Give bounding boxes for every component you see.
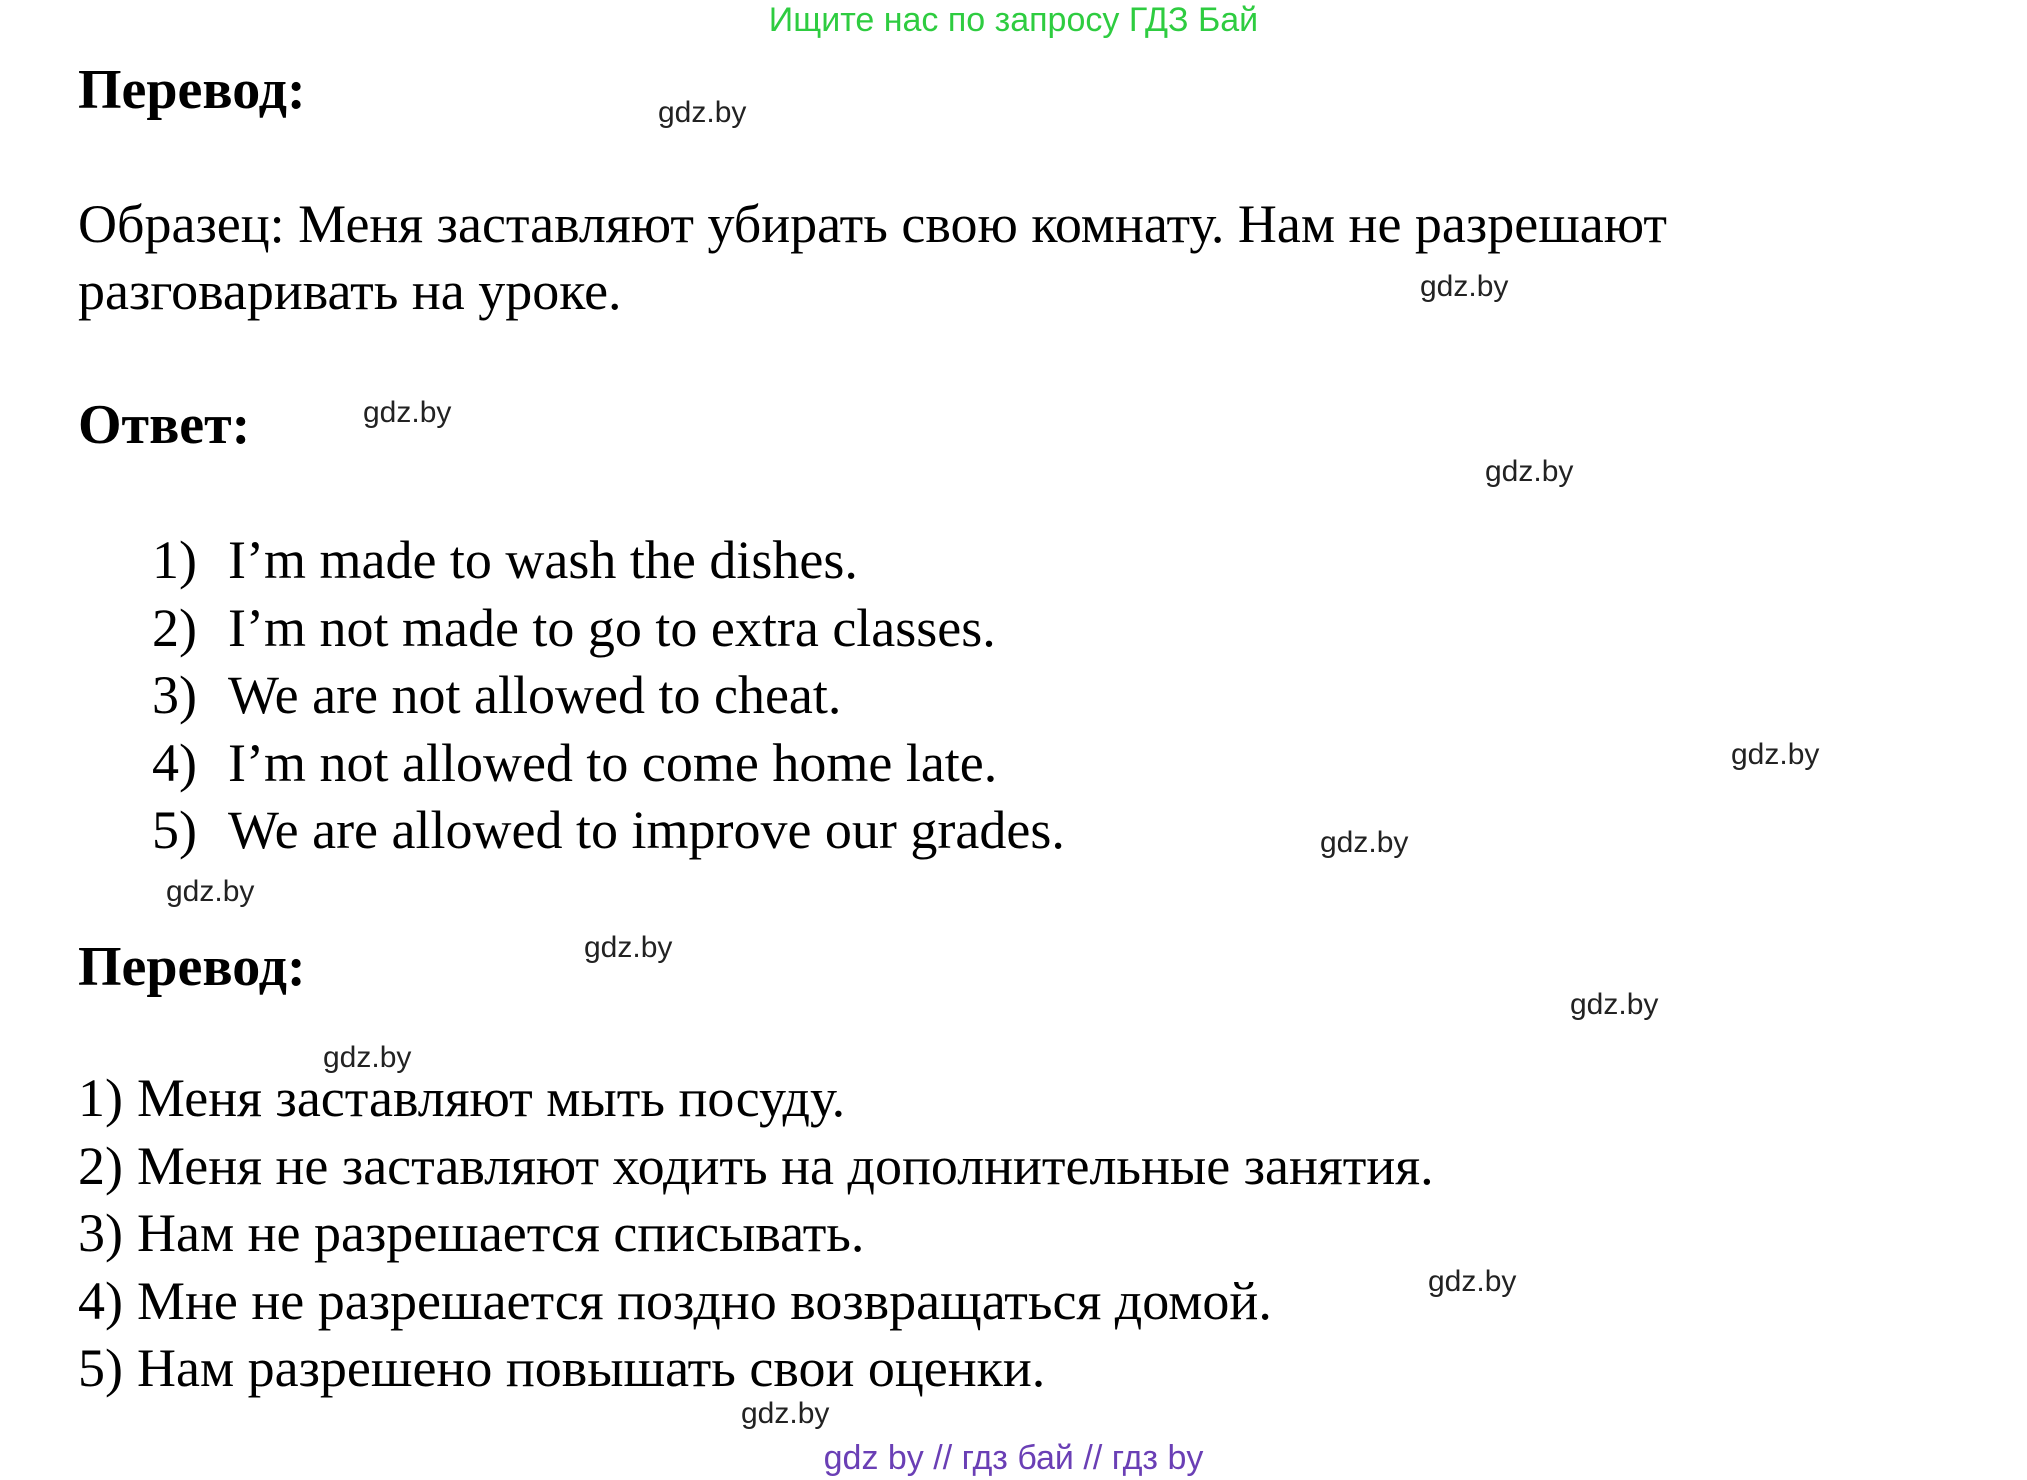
- translation-item-text: Нам разрешено повышать свои оценки.: [136, 1338, 1046, 1398]
- answer-item: [152, 527, 1065, 595]
- watermark: gdz.by: [584, 931, 673, 964]
- translation-list: [78, 1065, 1434, 1403]
- translation-item: [78, 1200, 1434, 1268]
- watermark: gdz.by: [741, 1397, 830, 1430]
- translation-item-number: 3): [78, 1203, 123, 1263]
- answer-item: [152, 595, 1065, 663]
- translation-item-number: 2): [78, 1135, 123, 1196]
- translation-item-text: Меня заставляют мыть посуду.: [136, 1068, 846, 1128]
- watermark: gdz.by: [1731, 738, 1820, 771]
- translation-item-number: 4): [78, 1270, 123, 1331]
- answer-list: [152, 527, 1065, 865]
- answer-item: [152, 730, 1065, 798]
- answer-item: [152, 662, 1065, 730]
- answer-item-text: I’m made to wash the dishes.: [228, 530, 858, 590]
- watermark: gdz.by: [1320, 826, 1409, 859]
- watermark: gdz.by: [658, 96, 747, 129]
- answer-item-number: 2): [152, 597, 197, 658]
- watermark: gdz.by: [1428, 1265, 1517, 1298]
- answer-item-number: 4): [152, 732, 197, 793]
- translation-item: [78, 1268, 1434, 1336]
- answer-item-text: I’m not allowed to come home late.: [228, 732, 998, 793]
- translation-item-text: Нам не разрешается списывать.: [136, 1203, 865, 1263]
- translation-item: [78, 1335, 1434, 1403]
- top-banner: Ищите нас по запросу ГДЗ Бай: [768, 1, 1259, 39]
- answer-item: [152, 797, 1065, 865]
- answer-item-text: We are allowed to improve our grades.: [228, 800, 1065, 860]
- sample-line-1: Образец: Меня заставляют убирать свою комнату. Нам не разрешают: [78, 194, 1667, 254]
- answer-item-number: 1): [152, 530, 197, 590]
- answer-item-text: I’m not made to go to extra classes.: [228, 597, 996, 658]
- translation-heading: Перевод:: [78, 59, 306, 121]
- translation-item: [78, 1133, 1434, 1201]
- footer-links: gdz by // гдз бай // гдз by: [823, 1439, 1204, 1477]
- translation-item-number: 5): [78, 1338, 123, 1398]
- answer-item-text: We are not allowed to cheat.: [228, 665, 842, 725]
- watermark: gdz.by: [166, 875, 255, 908]
- answer-heading: Ответ:: [78, 394, 251, 456]
- answer-item-number: 3): [152, 665, 197, 725]
- watermark: gdz.by: [1570, 988, 1659, 1021]
- watermark: gdz.by: [1485, 455, 1574, 488]
- translation-heading-2: Перевод:: [78, 936, 306, 998]
- translation-item-text: Мне не разрешается поздно возвращаться домой.: [136, 1270, 1272, 1331]
- watermark: gdz.by: [363, 396, 452, 429]
- watermark: gdz.by: [323, 1041, 412, 1074]
- sample-line-2: разговаривать на уроке.: [78, 261, 622, 321]
- answer-item-number: 5): [152, 800, 197, 860]
- translation-item-text: Меня не заставляют ходить на дополнительные занятия.: [136, 1135, 1434, 1196]
- watermark: gdz.by: [1420, 270, 1509, 303]
- translation-item-number: 1): [78, 1068, 123, 1128]
- translation-item: [78, 1065, 1434, 1133]
